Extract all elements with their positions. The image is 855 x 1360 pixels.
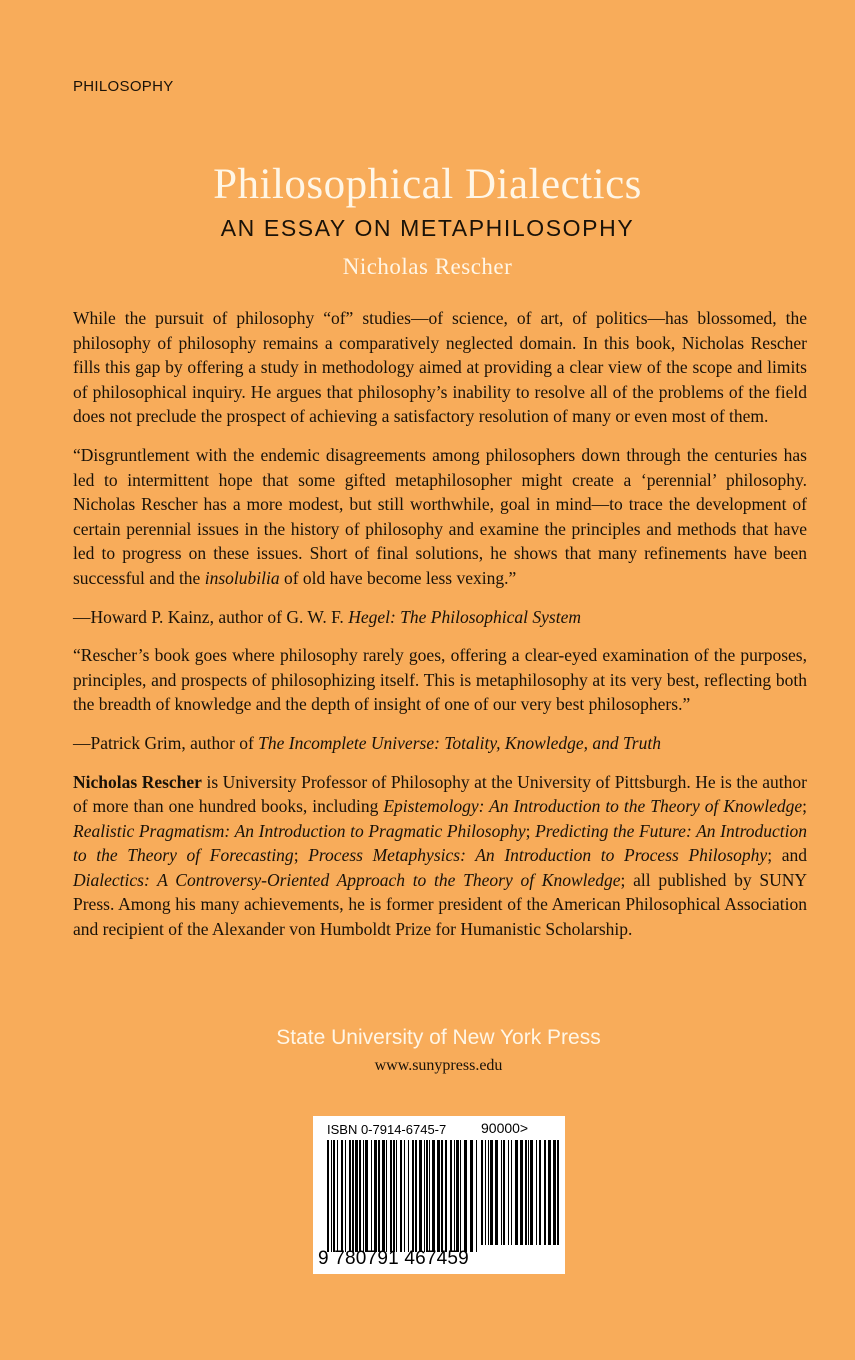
review-quote-1: “Disgruntlement with the endemic disagreements among philosophers down through the centuries has led to intermittent hope that some gifted metaphilosopher might create a ‘perennial’ philosophy. Nicholas Rescher has a more modest, but still worthwhile, goal in mind—to trace the development of certain perennial issues in the history of philosophy and examine the principles and methods that have led to progress on these issues. Short of final solutions, he shows that many refinements have been successful and the insolubilia of old have become less vexing.” — [73, 444, 807, 588]
barcode — [313, 1116, 565, 1274]
review-attribution-1: —Howard P. Kainz, author of G. W. F. Hegel: The Philosophical System — [73, 606, 581, 627]
review-quote-2: “Rescher’s book goes where philosophy rarely goes, offering a clear-eyed examination of the purposes, principles, and prospects of philosophizing itself. This is metaphilosophy at its very best, reflecting both the breadth of knowledge and the depth of insight of one of our very best philosophers.” — [73, 645, 807, 715]
ean-number: 9 780791 467459 — [318, 1248, 469, 1269]
publisher-name: State University of New York Press — [276, 1026, 601, 1049]
description: While the pursuit of philosophy “of” studies—of science, of art, of politics—has blossomed, the philosophy of philosophy remains a comparatively neglected domain. In this book, Nicholas Rescher fills this gap by offering a study in methodology aimed at providing a clear view of the scope and limits of philosophical inquiry. He argues that philosophy’s inability to resolve all of the problems of the field does not preclude the prospect of achieving a satisfactory resolution of many or even most of them. — [73, 308, 807, 427]
review-attribution-2: —Patrick Grim, author of The Incomplete Universe: Totality, Knowledge, and Truth — [73, 732, 661, 753]
book-subtitle: AN ESSAY ON METAPHILOSOPHY — [220, 215, 635, 241]
back-cover-text — [73, 306, 807, 956]
book-title: Philosophical Dialectics — [213, 161, 642, 208]
price-addon-label: 90000> — [481, 1120, 529, 1136]
ean-barcode-graphic — [327, 1140, 477, 1252]
isbn-label: ISBN 0-7914-6745-7 — [327, 1122, 447, 1137]
author-bio: Nicholas Rescher is University Professor of Philosophy at the University of Pittsburgh. He is the author of more than one hundred books, including Epistemology: An Introduction to the Theory of Knowledge; Realistic Pragmatism: An Introduction to Pragmatic Philosophy; Predicting the Future: An Introduction to the Theory of Forecasting; Process Metaphysics: An Introduction to Process Philosophy; and Dialectics: A Controversy-Oriented Approach to the Theory of Knowledge; all published by SUNY Press. Among his many achievements, he is former president of the American Philosophical Association and recipient of the Alexander von Humboldt Prize for Humanistic Scholarship. — [73, 771, 808, 940]
addon-barcode-graphic — [481, 1140, 561, 1245]
publisher-website[interactable]: www.sunypress.edu — [374, 1057, 503, 1074]
book-author: Nicholas Rescher — [342, 254, 513, 279]
category-label: PHILOSOPHY — [73, 78, 174, 95]
